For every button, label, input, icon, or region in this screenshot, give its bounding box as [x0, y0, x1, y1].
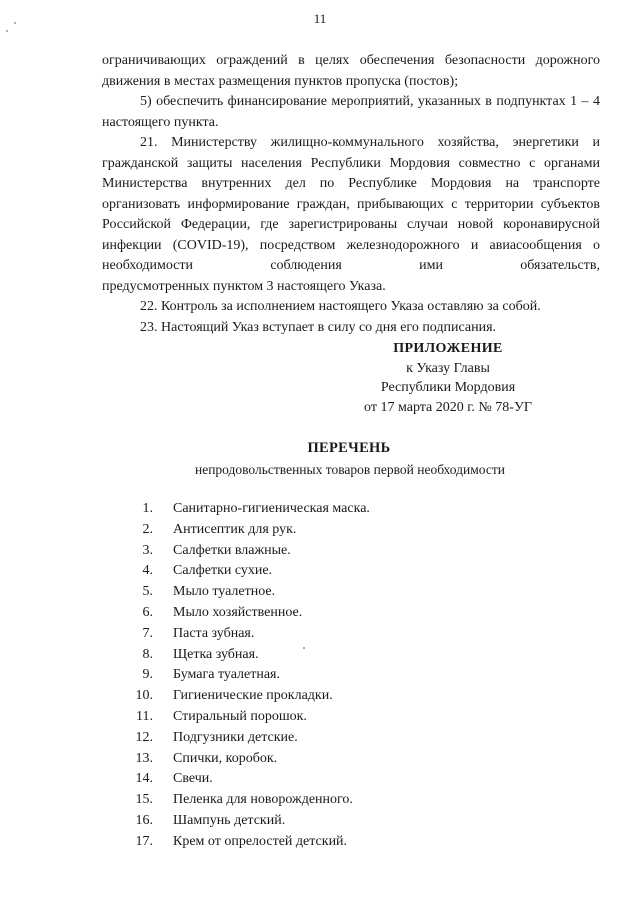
list-item-number: 16. — [135, 812, 153, 828]
list-item-number: 17. — [135, 833, 153, 849]
list-item-number: 1. — [142, 501, 153, 516]
list-item-text: Мыло туалетное. — [173, 584, 276, 600]
list-item-text: Мыло хозяйственное. — [173, 604, 303, 620]
list-item-number: 3. — [142, 542, 153, 558]
list-item — [0, 626, 640, 647]
list-item-number: 8. — [142, 646, 153, 662]
list-item — [0, 563, 640, 584]
paragraph-21-end: предусмотренных пунктом 3 настоящего Указа. — [102, 278, 386, 294]
scan-speck — [14, 22, 16, 24]
page-number: 11 — [313, 11, 327, 26]
list-item-text: Паста зубная. — [173, 625, 255, 641]
list-item-text: Антисептик для рук. — [173, 521, 297, 537]
paragraph-subpoint-5: 5) обеспечить финансирование мероприятий, указанных в подпунктах 1 – 4 настоящего пункта. — [102, 94, 600, 130]
goods-list — [0, 501, 640, 855]
list-item — [0, 647, 640, 668]
list-item-number: 2. — [142, 521, 153, 537]
list-item-text: Щетка зубная. — [173, 646, 259, 662]
list-item-text: Подгузники детские. — [173, 729, 298, 745]
appendix-line-2: Республики Мордовия — [380, 380, 516, 395]
paragraph-22: 22. Контроль за исполнением настоящего Указа оставляю за собой. — [140, 299, 541, 314]
list-item-text: Салфетки сухие. — [173, 563, 273, 579]
list-item — [0, 730, 640, 751]
list-title: ПЕРЕЧЕНЬ — [307, 440, 391, 456]
list-item-number: 11. — [136, 708, 153, 724]
list-item — [0, 522, 640, 543]
list-item-text: Стиральный порошок. — [173, 708, 307, 724]
list-item-number: 12. — [135, 729, 153, 745]
list-item-text: Пеленка для новорожденного. — [173, 792, 353, 808]
list-item — [0, 667, 640, 688]
decree-text — [102, 51, 600, 338]
list-item-text: Крем от опрелостей детский. — [173, 833, 348, 849]
appendix-title: ПРИЛОЖЕНИЕ — [393, 341, 503, 356]
list-item-number: 4. — [142, 563, 153, 579]
paragraph-21: 21. Министерству жилищно-коммунального хозяйства, энергетики и гражданской защиты населения Республики Мордовия совместно с органами Министерства внутренних дел по Республике Мордовия на транспорте организовать информирование граждан, прибывающих с территории субъектов Российской Федерации, где зарегистрированы случаи новой коронавирусной инфекции (COVID-19), посредством железнодорожного и авиасообщения о необходимости соблюдения ими обязательств, — [102, 135, 600, 273]
list-item — [0, 813, 640, 834]
list-item-number: 13. — [135, 750, 153, 766]
list-subtitle: непродовольственных товаров первой необходимости — [194, 462, 505, 477]
paragraph-23: 23. Настоящий Указ вступает в силу со дня его подписания. — [140, 319, 497, 335]
list-item-number: 6. — [142, 604, 153, 620]
list-item-number: 10. — [135, 688, 153, 704]
list-item — [0, 751, 640, 772]
list-item-text: Шампунь детский. — [173, 812, 286, 828]
list-item-text: Салфетки влажные. — [173, 542, 291, 558]
list-item — [0, 543, 640, 564]
list-item-number: 14. — [135, 771, 153, 787]
list-item — [0, 771, 640, 792]
list-item-text: Свечи. — [173, 771, 213, 787]
list-item-text: Спички, коробок. — [173, 750, 278, 766]
scan-speck — [6, 30, 8, 32]
appendix-line-1: к Указу Главы — [406, 360, 490, 376]
list-item-text: Санитарно-гигиеническая маска. — [173, 501, 370, 516]
appendix-line-3: от 17 марта 2020 г. № 78-УГ — [364, 399, 532, 415]
list-item-text: Бумага туалетная. — [173, 667, 280, 683]
list-item — [0, 792, 640, 813]
scan-speck — [303, 647, 305, 649]
list-item — [0, 584, 640, 605]
list-item — [0, 605, 640, 626]
list-item-number: 7. — [142, 625, 153, 641]
list-item — [0, 834, 640, 855]
appendix-block — [318, 339, 578, 417]
list-item-number: 5. — [142, 584, 153, 600]
list-item-text: Гигиенические прокладки. — [173, 688, 333, 704]
paragraph-continuation: ограничивающих ограждений в целях обеспечения безопасности дорожного движения в местах размещения пунктов пропуска (постов); — [102, 53, 600, 89]
list-item — [0, 688, 640, 709]
list-item — [0, 709, 640, 730]
list-item — [0, 501, 640, 522]
list-item-number: 15. — [135, 792, 153, 808]
list-item-number: 9. — [142, 667, 153, 683]
